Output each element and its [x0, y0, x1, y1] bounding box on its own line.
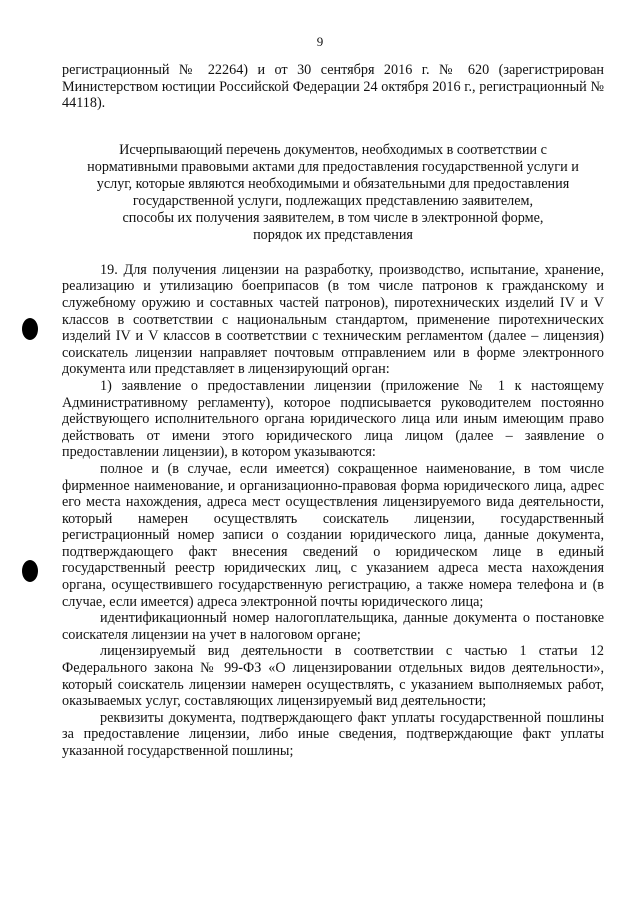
- binder-hole-mark: [22, 560, 38, 582]
- heading-line: Исчерпывающий перечень документов, необходимых в соответствии с: [119, 141, 547, 158]
- paragraph-item-1: 1) заявление о предоставлении лицензии (приложение № 1 к настоящему Административному регламенту), которое подписывается руководителем постоянно действующего исполнительного органа юридического лица или иным имеющим право действовать от имени этого юридического лица лицом (далее – заявление о предоставлении лицензии), в котором указываются:: [62, 377, 604, 461]
- paragraph-state-fee: реквизиты документа, подтверждающего факт уплаты государственной пошлины за предоставление лицензии, либо иные сведения, подтверждающие факт уплаты указанной государственной пошлины;: [62, 709, 604, 759]
- paragraph-19: 19. Для получения лицензии на разработку, производство, испытание, хранение, реализацию и утилизацию боеприпасов (в том числе патронов к гражданскому и служебному оружию и составных частей патронов), пиротехнических изделий IV и V классов в соответствии с национальным стандартом, применение пиротехнических изделий IV и V классов в соответствии с техническим регламентом (далее – лицензия) соискатель лицензии направляет почтовым отправлением или в форме электронного документа или представляет в лицензирующий орган:: [62, 261, 604, 378]
- page-number: 9: [316, 34, 324, 49]
- paragraph-licensed-activity: лицензируемый вид деятельности в соответствии с частью 1 статьи 12 Федерального закона № 99-ФЗ «О лицензировании отдельных видов деятельности», который соискатель лицензии намерен осуществлять, с указанием выполняемых работ, оказываемых услуг, составляющих лицензируемый вид деятельности;: [62, 643, 604, 710]
- document-body: [62, 62, 604, 760]
- heading-line: способы их получения заявителем, в том числе в электронной форме,: [122, 209, 544, 226]
- heading-line: нормативными правовыми актами для предоставления государственной услуги и: [87, 158, 579, 175]
- paragraph-name-details: полное и (в случае, если имеется) сокращенное наименование, в том числе фирменное наименование, и организационно-правовая форма юридического лица, адрес его места нахождения, адреса мест осуществления лицензируемого вида деятельности, который намерен осуществлять соискатель лицензии, государственный регистрационный номер записи о создании юридического лица, данные документа, подтверждающего факт внесения сведений о юридическом лице в единый государственный реестр юридических лиц, с указанием адреса места нахождения органа, осуществившего государственную регистрацию, а также номера телефона и (в случае, если имеется) адреса электронной почты юридического лица;: [62, 460, 604, 610]
- intro-paragraph: регистрационный № 22264) и от 30 сентября 2016 г. № 620 (зарегистрирован Министерством юстиции Российской Федерации 24 октября 2016 г., регистрационный № 44118).: [62, 62, 604, 112]
- paragraph-inn: идентификационный номер налогоплательщика, данные документа о постановке соискателя лицензии на учет в налоговом органе;: [62, 610, 604, 643]
- binder-hole-mark: [22, 318, 38, 340]
- section-heading: [62, 142, 604, 244]
- heading-line: порядок их представления: [253, 226, 413, 243]
- heading-line: государственной услуги, подлежащих представлению заявителем,: [132, 192, 534, 209]
- heading-line: услуг, которые являются необходимыми и обязательными для предоставления: [96, 175, 570, 192]
